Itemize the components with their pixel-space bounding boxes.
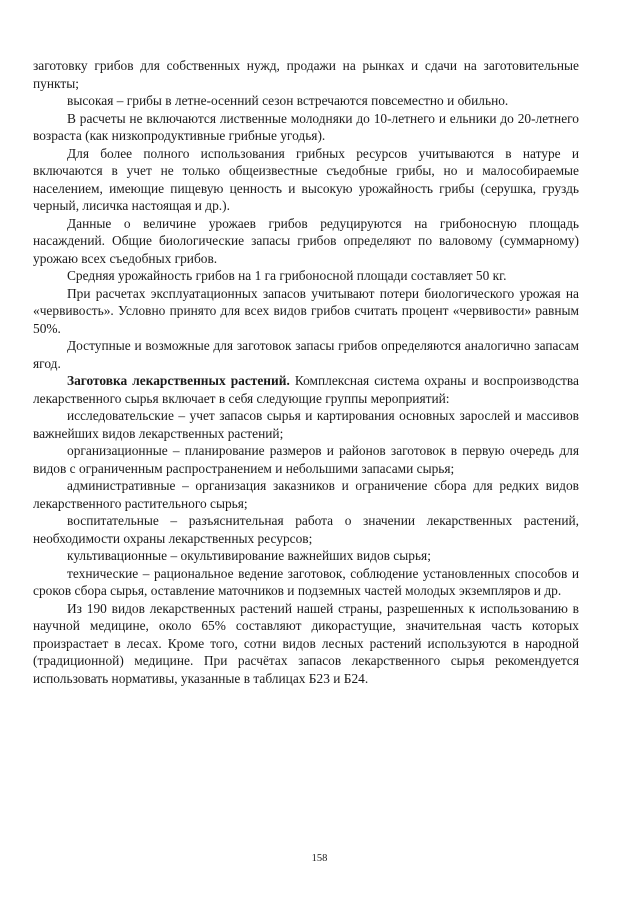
list-item: организационные – планирование размеров и районов заготовок в первую очередь для видов с ограниченным распространением и небольшими запасами сырья;: [33, 443, 579, 476]
section-paragraph: [33, 372, 579, 407]
paragraph: В расчеты не включаются лиственные молодняки до 10-летнего и ельники до 20-летнего возраста (как низкопродуктивные грибные угодья).: [33, 110, 579, 143]
paragraph: Из 190 видов лекарственных растений нашей страны, разрешенных к использованию в научной медицине, около 65% составляют дикорастущие, значительная часть которых произрастает в лесах. Кроме того, сотни видов лесных растений используются в народной (традиционной) медицине. При расчётах запасов лекарственного сырья рекомендуется использовать нормативы, указанные в таблицах Б23 и Б24.: [33, 600, 579, 686]
paragraph: высокая – грибы в летне-осенний сезон встречаются повсеместно и обильно.: [67, 93, 509, 108]
page-body-text: [33, 57, 579, 687]
page-number: 158: [311, 853, 328, 864]
paragraph: Доступные и возможные для заготовок запасы грибов определяются аналогично запасам ягод.: [33, 338, 579, 371]
paragraph: Для более полного использования грибных ресурсов учитываются в натуре и включаются в учет не только общеизвестные съедобные грибы, но и малособираемые населением, имеющие пищевую ценность и высокую урожайность грибы (серушка, груздь черный, лисичка настоящая и др.).: [33, 145, 579, 213]
paragraph: Средняя урожайность грибов на 1 га грибоносной площади составляет 50 кг.: [67, 268, 507, 283]
list-item: административные – организация заказников и ограничение сбора для редких видов лекарственного растительного сырья;: [33, 478, 579, 511]
list-item: технические – рациональное ведение заготовок, соблюдение установленных способов и сроков сбора сырья, оставление маточников и подземных частей молодых экземпляров и др.: [33, 565, 579, 598]
paragraph: При расчетах эксплуатационных запасов учитывают потери биологического урожая на «червивость». Условно принято для всех видов грибов считать процент «червивости» равным 50%.: [33, 285, 579, 336]
section-heading: Заготовка лекарственных растений.: [67, 373, 290, 388]
paragraph-text: Комплексная система охраны и воспроизводства лекарственного сырья включает в себя следующие группы мероприятий:: [33, 373, 579, 406]
paragraph: Данные о величине урожаев грибов редуцируются на грибоносную площадь насаждений. Общие биологические запасы грибов определяют по валовому (суммарному) урожаю всех съедобных грибов.: [33, 215, 579, 266]
list-item: исследовательские – учет запасов сырья и картирования основных зарослей и массивов важнейших видов лекарственных растений;: [33, 408, 579, 441]
paragraph: заготовку грибов для собственных нужд, продажи на рынках и сдачи на заготовительные пункты;: [33, 58, 579, 91]
list-item: воспитательные – разъяснительная работа о значении лекарственных растений, необходимости охраны лекарственных ресурсов;: [33, 513, 579, 546]
list-item: культивационные – окультивирование важнейших видов сырья;: [67, 548, 431, 563]
